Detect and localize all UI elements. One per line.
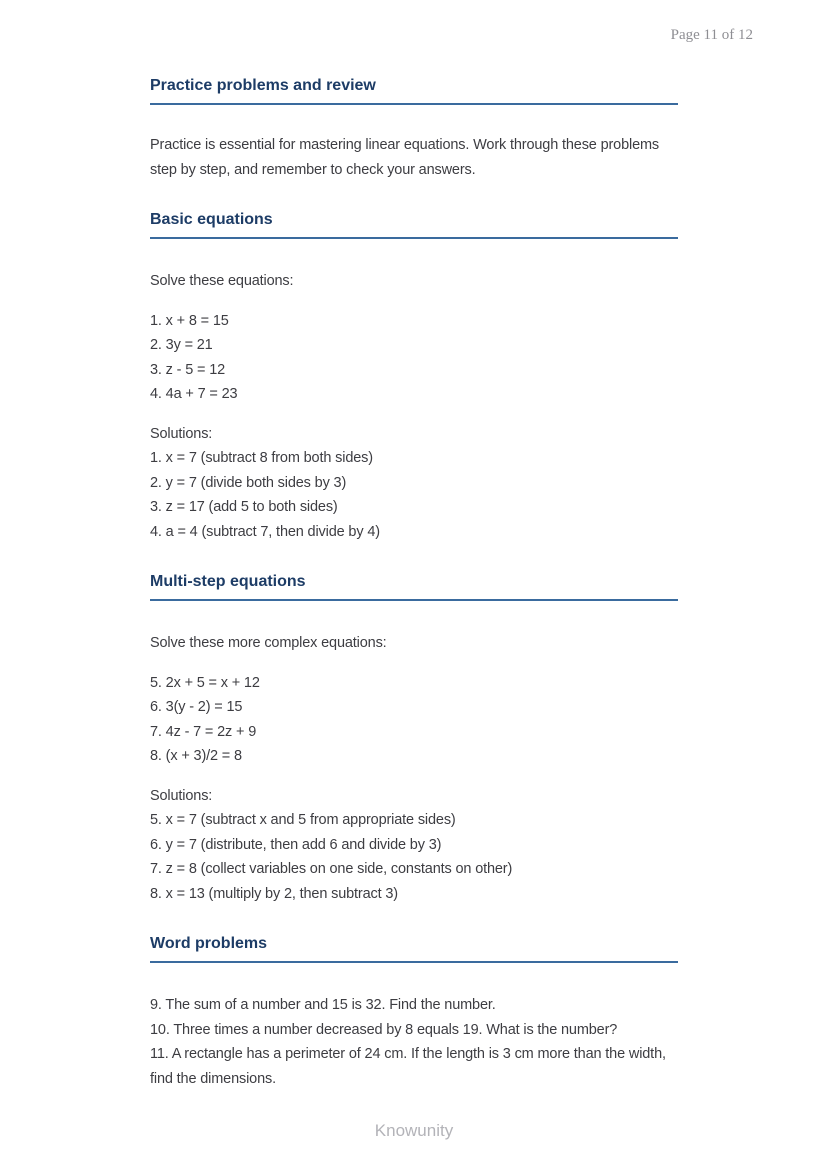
solution-item: 1. x = 7 (subtract 8 from both sides) xyxy=(150,450,373,466)
problem-item: 10. Three times a number decreased by 8 equals 19. What is the number? xyxy=(150,1021,618,1038)
section-heading-practice-problems: Practice problems and review xyxy=(150,76,678,105)
brand-watermark: Knowunity xyxy=(374,1121,454,1140)
solution-item: 6. y = 7 (distribute, then add 6 and divide by 3) xyxy=(150,836,442,853)
intro-paragraph: Practice is essential for mastering linear equations. Work through these problems step by step, and remember to check your answers. xyxy=(150,137,660,178)
section-heading-multi-step-equations: Multi-step equations xyxy=(150,572,678,601)
solution-item: 2. y = 7 (divide both sides by 3) xyxy=(150,474,347,491)
basic-problems-list xyxy=(150,309,678,407)
solutions-label: Solutions: xyxy=(150,787,213,804)
basic-lead: Solve these equations: xyxy=(150,273,294,289)
multi-step-problems-list xyxy=(150,671,678,769)
problem-item: 9. The sum of a number and 15 is 32. Find the number. xyxy=(150,997,496,1013)
multi-step-lead: Solve these more complex equations: xyxy=(150,635,387,651)
problem-item: 2. 3y = 21 xyxy=(150,337,213,353)
section-heading-word-problems: Word problems xyxy=(150,934,678,963)
problem-item: 7. 4z - 7 = 2z + 9 xyxy=(150,723,257,740)
solution-item: 4. a = 4 (subtract 7, then divide by 4) xyxy=(150,523,380,540)
page-number: Page 11 of 12 xyxy=(670,27,753,43)
problem-item: 11. A rectangle has a perimeter of 24 cm. If the length is 3 cm more than the width, find the dimensions. xyxy=(150,1046,666,1087)
page-content xyxy=(150,0,678,1091)
basic-solutions-list xyxy=(150,422,678,545)
solution-item: 3. z = 17 (add 5 to both sides) xyxy=(150,499,338,515)
multi-step-solutions-list xyxy=(150,784,678,907)
problem-item: 1. x + 8 = 15 xyxy=(150,312,229,329)
solutions-label: Solutions: xyxy=(150,425,213,442)
section-heading-basic-equations: Basic equations xyxy=(150,210,678,239)
problem-item: 3. z - 5 = 12 xyxy=(150,361,226,378)
problem-item: 8. (x + 3)/2 = 8 xyxy=(150,748,242,764)
problem-item: 4. 4a + 7 = 23 xyxy=(150,386,238,402)
word-problems-list xyxy=(150,993,678,1091)
problem-item: 5. 2x + 5 = x + 12 xyxy=(150,674,260,691)
problem-item: 6. 3(y - 2) = 15 xyxy=(150,699,243,715)
solution-item: 7. z = 8 (collect variables on one side, constants on other) xyxy=(150,861,513,877)
solution-item: 8. x = 13 (multiply by 2, then subtract 3) xyxy=(150,885,398,902)
solution-item: 5. x = 7 (subtract x and 5 from appropriate sides) xyxy=(150,812,456,828)
